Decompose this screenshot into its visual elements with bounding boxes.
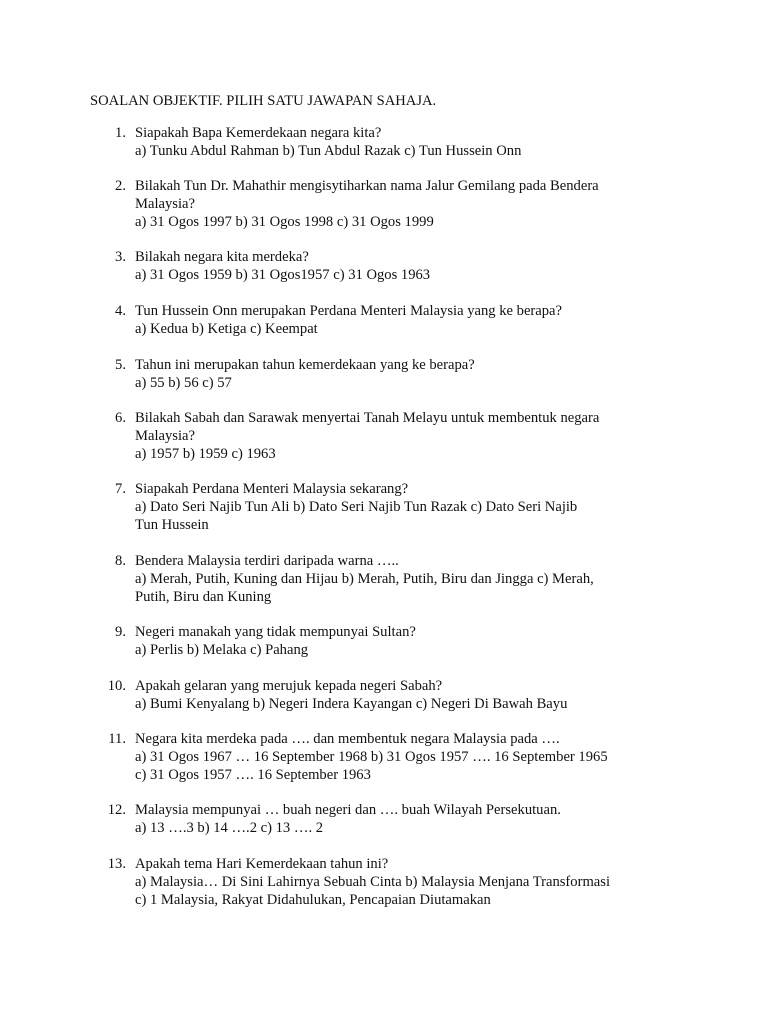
question-number: 12. xyxy=(107,802,126,818)
question-number: 3. xyxy=(115,249,126,265)
question-text: Apakah tema Hari Kemerdekaan tahun ini? xyxy=(135,856,389,872)
question-text-continued: Malaysia? xyxy=(135,196,195,212)
question-number: 8. xyxy=(115,553,126,569)
answer-options: a) Bumi Kenyalang b) Negeri Indera Kayangan c) Negeri Di Bawah Bayu xyxy=(135,696,568,712)
question-number: 10. xyxy=(107,678,126,694)
answer-options: a) Tunku Abdul Rahman b) Tun Abdul Razak c) Tun Hussein Onn xyxy=(135,143,522,159)
question-number: 13. xyxy=(107,856,126,872)
question-number: 11. xyxy=(108,731,126,747)
question-number: 5. xyxy=(115,357,126,373)
answer-options-continued: Putih, Biru dan Kuning xyxy=(135,589,272,605)
answer-options: a) 13 ….3 b) 14 ….2 c) 13 …. 2 xyxy=(135,820,324,836)
answer-options: a) Dato Seri Najib Tun Ali b) Dato Seri Najib Tun Razak c) Dato Seri Najib xyxy=(135,499,578,515)
answer-options: a) Merah, Putih, Kuning dan Hijau b) Merah, Putih, Biru dan Jingga c) Merah, xyxy=(135,571,594,587)
question-text: Negeri manakah yang tidak mempunyai Sultan? xyxy=(135,624,416,640)
answer-options: a) Malaysia… Di Sini Lahirnya Sebuah Cinta b) Malaysia Menjana Transformasi xyxy=(135,874,611,890)
answer-options: a) 1957 b) 1959 c) 1963 xyxy=(135,446,276,462)
answer-options: a) 55 b) 56 c) 57 xyxy=(135,375,232,391)
answer-options-continued: c) 31 Ogos 1957 …. 16 September 1963 xyxy=(135,767,371,783)
answer-options: a) Kedua b) Ketiga c) Keempat xyxy=(135,321,318,337)
question-text: Apakah gelaran yang merujuk kepada negeri Sabah? xyxy=(135,678,443,694)
question-number: 6. xyxy=(115,410,126,426)
question-text: Siapakah Bapa Kemerdekaan negara kita? xyxy=(135,125,382,141)
question-number: 2. xyxy=(115,178,126,194)
question-number: 4. xyxy=(115,303,126,319)
question-text: Siapakah Perdana Menteri Malaysia sekarang? xyxy=(135,481,409,497)
page-heading: SOALAN OBJEKTIF. PILIH SATU JAWAPAN SAHAJA. xyxy=(90,93,437,109)
question-number: 1. xyxy=(115,125,126,141)
answer-options: a) 31 Ogos 1959 b) 31 Ogos1957 c) 31 Ogos 1963 xyxy=(135,267,431,283)
question-text: Negara kita merdeka pada …. dan membentuk negara Malaysia pada …. xyxy=(135,731,560,747)
question-text: Tahun ini merupakan tahun kemerdekaan yang ke berapa? xyxy=(135,357,475,373)
question-text: Tun Hussein Onn merupakan Perdana Menteri Malaysia yang ke berapa? xyxy=(135,303,563,319)
answer-options: a) Perlis b) Melaka c) Pahang xyxy=(135,642,309,658)
question-number: 9. xyxy=(115,624,126,640)
question-text-continued: Malaysia? xyxy=(135,428,195,444)
question-text: Bilakah Tun Dr. Mahathir mengisytiharkan nama Jalur Gemilang pada Bendera xyxy=(135,178,599,194)
question-text: Bilakah Sabah dan Sarawak menyertai Tanah Melayu untuk membentuk negara xyxy=(135,410,600,426)
question-text: Bilakah negara kita merdeka? xyxy=(135,249,309,265)
answer-options-continued: c) 1 Malaysia, Rakyat Didahulukan, Pencapaian Diutamakan xyxy=(135,892,491,908)
question-number: 7. xyxy=(115,481,126,497)
answer-options-continued: Tun Hussein xyxy=(135,517,209,533)
question-text: Malaysia mempunyai … buah negeri dan …. buah Wilayah Persekutuan. xyxy=(135,802,561,818)
question-text: Bendera Malaysia terdiri daripada warna ….. xyxy=(135,553,399,569)
answer-options: a) 31 Ogos 1997 b) 31 Ogos 1998 c) 31 Ogos 1999 xyxy=(135,214,434,230)
answer-options: a) 31 Ogos 1967 … 16 September 1968 b) 31 Ogos 1957 …. 16 September 1965 xyxy=(135,749,608,765)
